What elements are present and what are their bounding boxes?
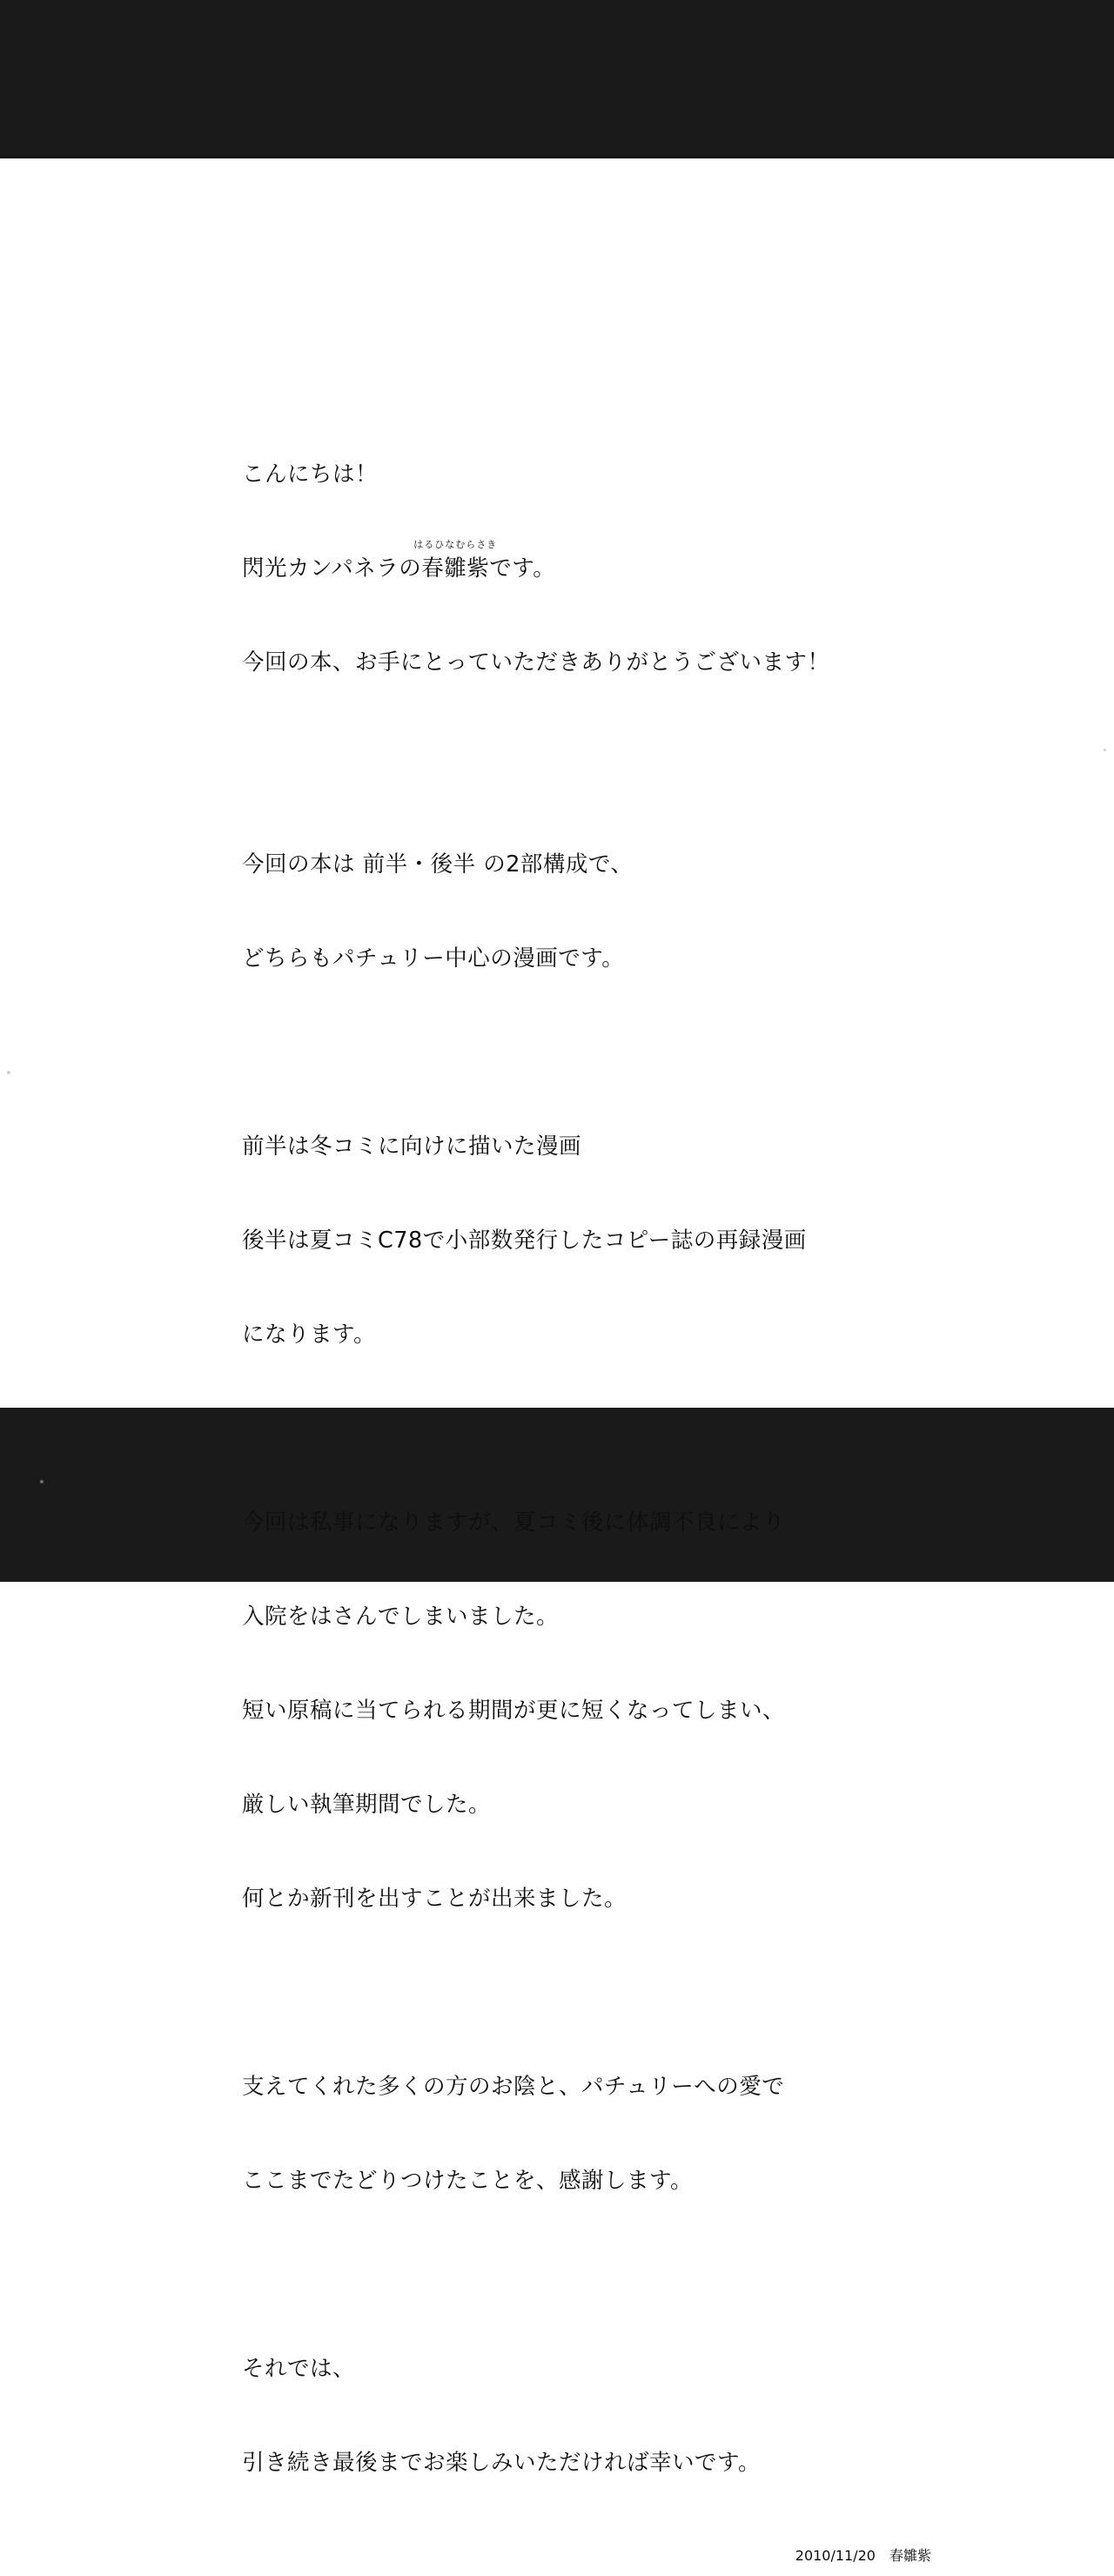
p3-line-1: 今回は私事になりますが、夏コミ後に体調不良により <box>242 1510 786 1536</box>
paragraph-4 <box>242 2008 956 2259</box>
author-name-with-ruby <box>413 539 498 584</box>
p2-line-1: 前半は冬コミに向けに描いた漫画 <box>242 1133 582 1160</box>
greeting-paragraph <box>242 396 956 741</box>
p2-line-2: 後半は夏コミC78で小部数発行したコピー誌の再録漫画 <box>242 1227 807 1254</box>
greeting-line-3: 今回の本、お手にとっていただきありがとうございます！ <box>242 649 830 676</box>
signature: 2010/11/20 春雛紫 <box>795 2547 931 2564</box>
p2-line-3: になります。 <box>242 1322 376 1348</box>
p5-line-1: それでは、 <box>242 2356 356 2382</box>
p4-line-1: 支えてくれた多くの方のお陰と、パチュリーへの愛で <box>242 2074 785 2100</box>
top-scan-band <box>0 0 1114 158</box>
signature-row <box>242 2545 956 2576</box>
spacer <box>242 2259 956 2290</box>
author-name: 春雛紫 <box>421 555 490 582</box>
paper-speck <box>1104 749 1106 751</box>
p1-line-2: どちらもパチュリー中心の漫画です。 <box>242 945 625 972</box>
greeting-line-2 <box>242 539 956 584</box>
greeting-line-1: こんにちは！ <box>242 461 379 488</box>
spacer <box>242 741 956 786</box>
paragraph-3 <box>242 1444 956 1977</box>
paper-speck <box>40 1480 44 1483</box>
paper-speck <box>7 1071 10 1074</box>
p3-line-2: 入院をはさんでしまいました。 <box>242 1604 560 1630</box>
paragraph-1 <box>242 786 956 1037</box>
p4-line-2: ここまでたどりつけたことを、感謝します。 <box>242 2168 693 2194</box>
p5-line-2: 引き続き最後までお楽しみいただければ幸いです。 <box>242 2450 761 2476</box>
paragraph-5 <box>242 2290 956 2541</box>
p3-line-4: 厳しい執筆期間でした。 <box>242 1792 492 1818</box>
greeting-suffix: です。 <box>489 555 556 582</box>
spacer <box>242 1977 956 2008</box>
furigana: はるひなむらさき <box>413 539 498 550</box>
spacer <box>242 1037 956 1068</box>
p3-line-5: 何とか新刊を出すことが出来ました。 <box>242 1886 627 1912</box>
paragraph-2 <box>242 1068 956 1413</box>
p1-line-1: 今回の本は 前半・後半 の2部構成で、 <box>242 851 634 878</box>
afterword-text-block <box>242 396 956 2576</box>
circle-name: 閃光カンパネラの <box>242 555 422 582</box>
spacer <box>242 1413 956 1444</box>
p3-line-3: 短い原稿に当てられる期間が更に短くなってしまい、 <box>242 1698 786 1724</box>
